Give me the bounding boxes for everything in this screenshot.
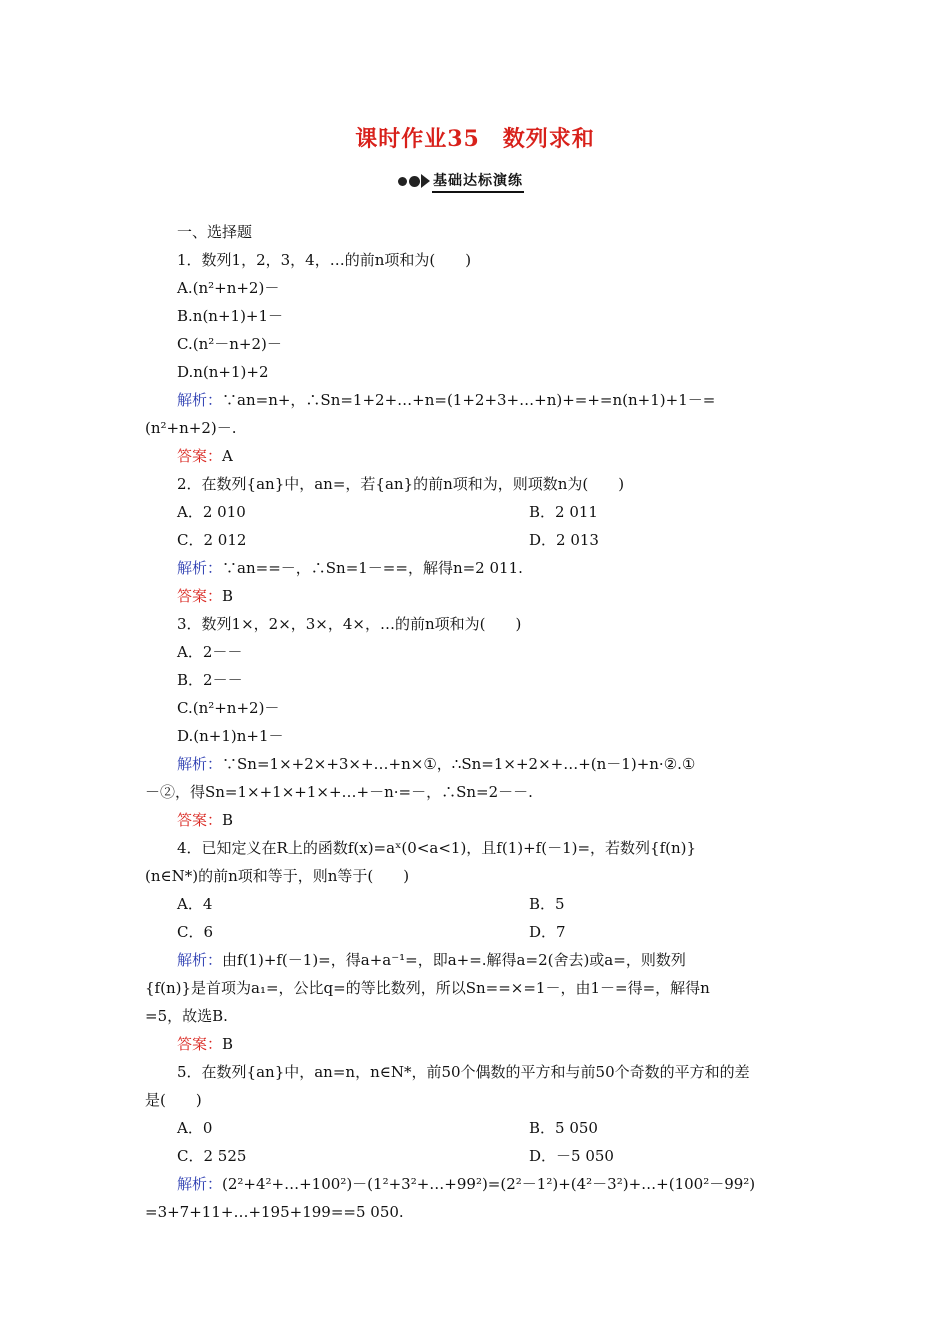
q2-options-row-2: [145, 526, 810, 554]
arrow-right-icon: [421, 174, 430, 188]
q1-option-d: D.n(n+1)+2: [177, 363, 269, 381]
q3-answer: [145, 806, 810, 834]
q4-solution: [145, 946, 810, 974]
answer-value: B: [222, 1035, 234, 1053]
question-2: 2．在数列{an}中，an=，若{an}的前n项和为，则项数n为( ): [177, 475, 625, 493]
q4-options-row-2: [145, 918, 810, 946]
analysis-label: 解析：: [177, 755, 223, 773]
q2-options-row-1: [145, 498, 810, 526]
analysis-label: 解析：: [177, 1175, 223, 1193]
answer-label: 答案：: [177, 587, 223, 605]
q1-option-a: A.(n²+n+2)－: [177, 279, 280, 297]
worksheet-body: [145, 218, 810, 1226]
q3-option-a: A．2－－: [177, 643, 243, 661]
page-title: 课时作业35 数列求和: [355, 126, 595, 152]
q5-option-c: C．2 525: [177, 1147, 247, 1165]
answer-label: 答案：: [177, 1035, 223, 1053]
q2-option-a: A．2 010: [177, 503, 246, 521]
q5-options-row-2: [145, 1142, 810, 1170]
answer-value: B: [222, 811, 234, 829]
solution-text: ∵an=n+，∴Sn=1+2+…+n=(1+2+3+…+n)+=+=n(n+1)+1－=: [222, 391, 716, 409]
q2-option-c: C．2 012: [177, 531, 247, 549]
question-4: 4．已知定义在R上的函数f(x)=aˣ(0<a<1)，且f(1)+f(－1)=，若数列{f(n)}: [177, 839, 697, 857]
analysis-label: 解析：: [177, 391, 223, 409]
q4-option-c: C．6: [177, 923, 214, 941]
solution-text: 由f(1)+f(－1)=，得a+a⁻¹=，即a+=.解得a=2(舍去)或a=，则数列: [222, 951, 686, 969]
q2-option-d: D．2 013: [529, 531, 599, 549]
q5-option-a: A．0: [177, 1119, 213, 1137]
q4-answer: [145, 1030, 810, 1058]
question-3: 3．数列1×，2×，3×，4×，…的前n项和为( ): [177, 615, 522, 633]
q4-options-row-1: [145, 890, 810, 918]
bullet-dot-large-icon: [409, 176, 420, 187]
q4-option-b: B．5: [529, 895, 565, 913]
q1-answer: [145, 442, 810, 470]
q5-options-row-1: [145, 1114, 810, 1142]
q5-solution-cont: =3+7+11+…+195+199==5 050.: [145, 1203, 404, 1221]
q3-option-b: B．2－－: [177, 671, 243, 689]
section-heading: 一、选择题: [177, 223, 253, 241]
q4-solution-cont: {f(n)}是首项为a₁=，公比q=的等比数列，所以Sn==×=1－，由1－=得=，解得n: [145, 979, 710, 997]
q1-solution: [145, 386, 810, 414]
q1-option-c: C.(n²－n+2)－: [177, 335, 282, 353]
q5-option-b: B．5 050: [529, 1119, 598, 1137]
q4-option-a: A．4: [177, 895, 213, 913]
q5-option-d: D．－5 050: [529, 1147, 614, 1165]
q3-solution-cont: －②，得Sn=1×+1×+1×+…+－n·=－，∴Sn=2－－.: [145, 783, 533, 801]
q3-option-c: C.(n²+n+2)－: [177, 699, 280, 717]
question-4-cont: (n∈N*)的前n项和等于，则n等于( ): [145, 867, 410, 885]
solution-text: (2²+4²+…+100²)－(1²+3²+…+99²)=(2²－1²)+(4²－3²)+…+(100²－99²): [222, 1175, 756, 1193]
q2-solution: [145, 554, 810, 582]
analysis-label: 解析：: [177, 559, 223, 577]
analysis-label: 解析：: [177, 951, 223, 969]
answer-value: B: [222, 587, 234, 605]
question-1: 1．数列1，2，3，4，…的前n项和为( ): [177, 251, 472, 269]
q5-solution: [145, 1170, 810, 1198]
q2-answer: [145, 582, 810, 610]
q3-solution: [145, 750, 810, 778]
q1-option-b: B.n(n+1)+1－: [177, 307, 284, 325]
q1-solution-cont: (n²+n+2)－.: [145, 419, 237, 437]
answer-label: 答案：: [177, 811, 223, 829]
solution-text: ∵Sn=1×+2×+3×+…+n×①，∴Sn=1×+2×+…+(n－1)+n·②.①: [222, 755, 696, 773]
bullet-dot-icon: [398, 177, 407, 186]
q2-option-b: B．2 011: [529, 503, 598, 521]
question-5-cont: 是( ): [145, 1091, 202, 1109]
section-banner: [398, 170, 524, 192]
q3-option-d: D.(n+1)n+1－: [177, 727, 284, 745]
answer-value: A: [222, 447, 233, 465]
q4-option-d: D．7: [529, 923, 566, 941]
banner-label: 基础达标演练: [432, 170, 524, 193]
answer-label: 答案：: [177, 447, 223, 465]
question-5: 5．在数列{an}中，an=n，n∈N*，前50个偶数的平方和与前50个奇数的平方和的差: [177, 1063, 750, 1081]
solution-text: ∵an==－，∴Sn=1－==，解得n=2 011.: [222, 559, 523, 577]
q4-solution-cont-2: =5，故选B.: [145, 1007, 228, 1025]
